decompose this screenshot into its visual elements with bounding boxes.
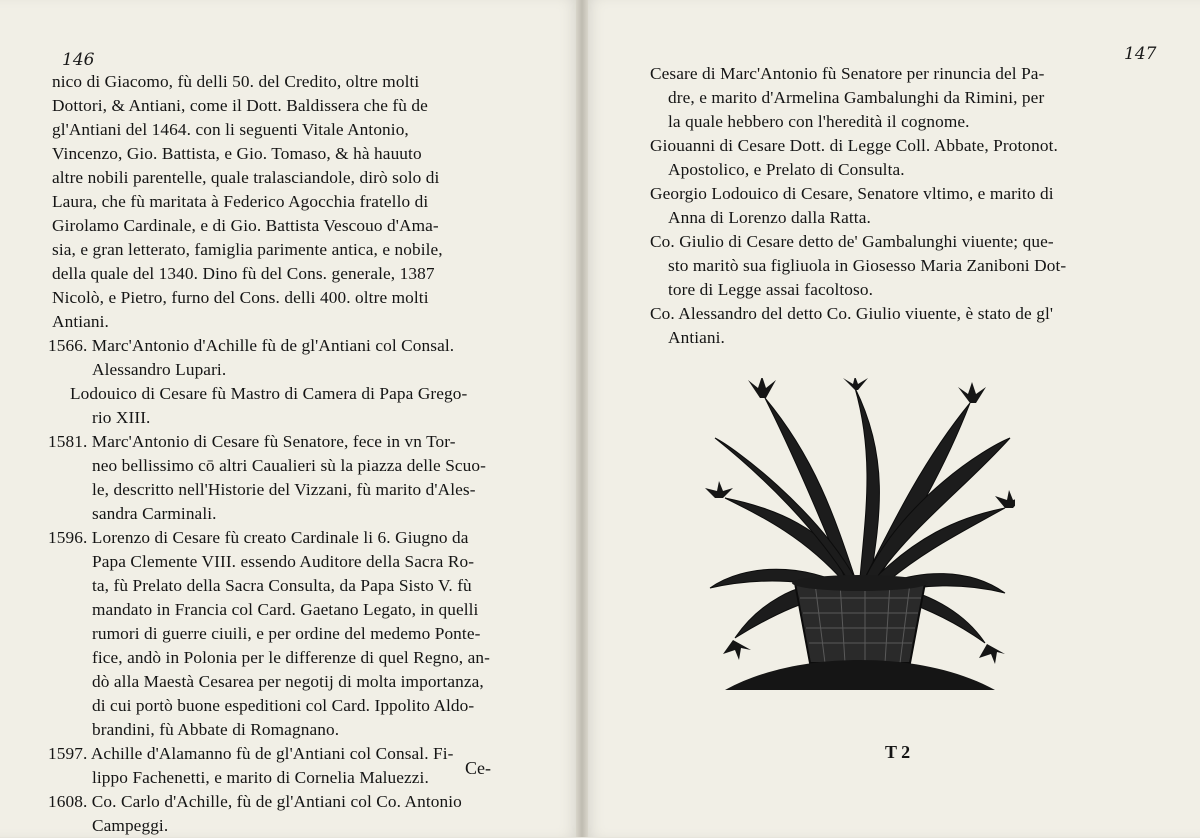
right-page-text xyxy=(650,62,1105,350)
text-line: Giouanni di Cesare Dott. di Legge Coll. Abbate, Protonot. xyxy=(650,136,1058,155)
entry-year-line: 1608. Co. Carlo d'Achille, fù de gl'Antiani col Co. Antonio xyxy=(48,792,462,811)
text-line: Lodouico di Cesare fù Mastro di Camera di Papa Grego- xyxy=(70,384,468,403)
text-line: dre, e marito d'Armelina Gambalunghi da Rimini, per xyxy=(668,88,1045,107)
text-line: Alessandro Lupari. xyxy=(92,360,227,379)
left-page-text xyxy=(48,70,522,838)
text-line: Co. Alessandro del detto Co. Giulio viuente, è stato de gl' xyxy=(650,304,1054,323)
text-line: neo bellissimo cō altri Caualieri sù la piazza delle Scuo- xyxy=(92,456,487,475)
text-line: sto maritò sua figliuola in Giosesso Maria Zaniboni Dot- xyxy=(668,256,1067,275)
text-line: mandato in Francia col Card. Gaetano Legato, in quelli xyxy=(92,600,479,619)
text-line: Vincenzo, Gio. Battista, e Gio. Tomaso, & hà hauuto xyxy=(52,144,422,163)
text-line: nico di Giacomo, fù delli 50. del Credito, oltre molti xyxy=(52,72,420,91)
text-line: la quale hebbero con l'heredità il cognome. xyxy=(668,112,970,131)
text-line: Georgio Lodouico di Cesare, Senatore vltimo, e marito di xyxy=(650,184,1054,203)
text-line: le, descritto nell'Historie del Vizzani, fù marito d'Ales- xyxy=(92,480,476,499)
page-number-right: 147 xyxy=(1124,44,1157,64)
text-line: della quale del 1340. Dino fù del Cons. generale, 1387 xyxy=(52,264,435,283)
page-number-left: 146 xyxy=(62,50,95,70)
text-line: tore di Legge assai facoltoso. xyxy=(668,280,874,299)
entry-year-line: 1566. Marc'Antonio d'Achille fù de gl'Antiani col Consal. xyxy=(48,336,455,355)
signature-mark: T 2 xyxy=(885,742,911,762)
text-line: Co. Giulio di Cesare detto de' Gambalunghi viuente; que- xyxy=(650,232,1054,251)
text-line: rumori di guerre ciuili, e per ordine del medemo Ponte- xyxy=(92,624,481,643)
text-line: sandra Carminali. xyxy=(92,504,217,523)
text-line: Antiani. xyxy=(52,312,109,331)
text-line: lippo Fachenetti, e marito di Cornelia Maluezzi. xyxy=(92,768,429,787)
text-line: Girolamo Cardinale, e di Gio. Battista Vescouo d'Ama- xyxy=(52,216,439,235)
text-line: Laura, che fù maritata à Federico Agocchia fratello di xyxy=(52,192,429,211)
text-line: Anna di Lorenzo dalla Ratta. xyxy=(668,208,871,227)
text-line: Papa Clemente VIII. essendo Auditore della Sacra Ro- xyxy=(92,552,475,571)
text-line: Cesare di Marc'Antonio fù Senatore per rinuncia del Pa- xyxy=(650,64,1045,83)
entry-year-line: 1596. Lorenzo di Cesare fù creato Cardinale li 6. Giugno da xyxy=(48,528,469,547)
text-line: rio XIII. xyxy=(92,408,151,427)
text-line: Nicolò, e Pietro, furno del Cons. delli 400. oltre molti xyxy=(52,288,429,307)
text-line: di cui portò buone espeditioni col Card. Ippolito Aldo- xyxy=(92,696,475,715)
text-line: sia, e gran letterato, famiglia parimente antica, e nobile, xyxy=(52,240,443,259)
entry-year-line: 1581. Marc'Antonio di Cesare fù Senatore, fece in vn Tor- xyxy=(48,432,456,451)
text-line: Apostolico, e Prelato di Consulta. xyxy=(668,160,905,179)
potted-plant-woodcut xyxy=(705,378,1015,693)
book-gutter xyxy=(576,0,588,837)
text-line: altre nobili parentelle, quale tralasciandole, dirò solo di xyxy=(52,168,440,187)
text-line: gl'Antiani del 1464. con li seguenti Vitale Antonio, xyxy=(52,120,409,139)
entry-year-line: 1597. Achille d'Alamanno fù de gl'Antiani col Consal. Fi- xyxy=(48,744,454,763)
text-line: dò alla Maestà Cesarea per negotij di molta importanza, xyxy=(92,672,484,691)
text-line: fice, andò in Polonia per le differenze di quel Regno, an- xyxy=(92,648,491,667)
text-line: Antiani. xyxy=(668,328,725,347)
text-line: Dottori, & Antiani, come il Dott. Baldissera che fù de xyxy=(52,96,428,115)
catchword: Ce- xyxy=(465,758,491,778)
text-line: ta, fù Prelato della Sacra Consulta, da Papa Sisto V. fù xyxy=(92,576,472,595)
left-page xyxy=(0,0,582,837)
text-line: brandini, fù Abbate di Romagnano. xyxy=(92,720,340,739)
text-line: Campeggi. xyxy=(92,816,169,835)
